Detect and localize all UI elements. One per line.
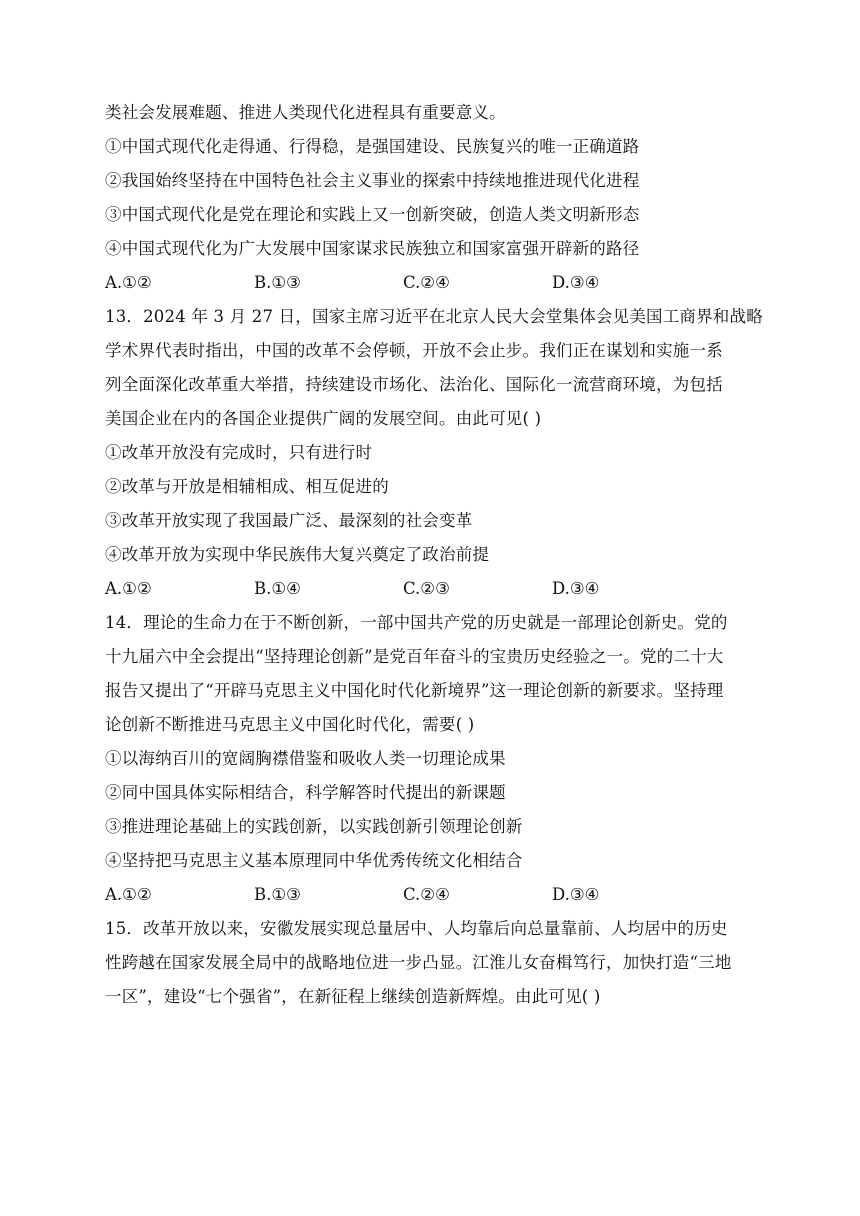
answer-options — [105, 572, 765, 606]
statement-2: ②改革与开放是相辅相成、相互促进的 — [105, 477, 389, 496]
question-text-line: 论创新不断推进马克思主义中国化时代化，需要( ) — [105, 715, 475, 734]
question-14 — [105, 606, 765, 912]
question-text-line: 报告又提出了“开辟马克思主义中国化时代化新境界”这一理论创新的新要求。坚持理 — [105, 681, 724, 700]
statement-1: ①中国式现代化走得通、行得稳，是强国建设、民族复兴的唯一正确道路 — [105, 137, 640, 156]
question-text-line: 性跨越在国家发展全局中的战略地位进一步凸显。江淮儿女奋楫笃行，加快打造“三地 — [105, 953, 732, 972]
question-15 — [105, 912, 765, 1014]
option-c: C.②④ — [403, 885, 450, 904]
option-b: B.①④ — [254, 579, 301, 598]
question-text-line: 13．2024 年 3 月 27 日，国家主席习近平在北京人民大会堂集体会见美国工商界和战略 — [105, 307, 763, 326]
question-text-line: 一区”，建设“七个强省”，在新征程上继续创造新辉煌。由此可见( ) — [105, 987, 601, 1006]
option-b: B.①③ — [254, 273, 301, 292]
statement-4: ④坚持把马克思主义基本原理同中华优秀传统文化相结合 — [105, 851, 523, 870]
statement-4: ④改革开放为实现中华民族伟大复兴奠定了政治前提 — [105, 545, 490, 564]
option-d: D.③④ — [552, 885, 600, 904]
question-text-line: 类社会发展难题、推进人类现代化进程具有重要意义。 — [105, 103, 506, 122]
question-text-line: 美国企业在内的各国企业提供广阔的发展空间。由此可见( ) — [105, 409, 542, 428]
option-b: B.①③ — [254, 885, 301, 904]
answer-options — [105, 878, 765, 912]
question-text-line: 学术界代表时指出，中国的改革不会停顿，开放不会止步。我们正在谋划和实施一系 — [105, 341, 723, 360]
answer-options — [105, 266, 765, 300]
option-a: A.①② — [105, 579, 152, 598]
option-a: A.①② — [105, 273, 152, 292]
question-text-line: 15．改革开放以来，安徽发展实现总量居中、人均靠后向总量靠前、人均居中的历史 — [105, 919, 728, 938]
statement-2: ②同中国具体实际相结合，科学解答时代提出的新课题 — [105, 783, 506, 802]
question-text-line: 列全面深化改革重大举措，持续建设市场化、法治化、国际化一流营商环境，为包括 — [105, 375, 723, 394]
statement-1: ①改革开放没有完成时，只有进行时 — [105, 443, 373, 462]
exam-page — [105, 96, 765, 1014]
option-c: C.②④ — [403, 273, 450, 292]
statement-3: ③中国式现代化是党在理论和实践上又一创新突破，创造人类文明新形态 — [105, 205, 640, 224]
question-13 — [105, 300, 765, 606]
question-text-line: 十九届六中全会提出“坚持理论创新”是党百年奋斗的宝贵历史经验之一。党的二十大 — [105, 647, 724, 666]
statement-4: ④中国式现代化为广大发展中国家谋求民族独立和国家富强开辟新的路径 — [105, 239, 640, 258]
statement-1: ①以海纳百川的宽阔胸襟借鉴和吸收人类一切理论成果 — [105, 749, 506, 768]
statement-3: ③推进理论基础上的实践创新，以实践创新引领理论创新 — [105, 817, 523, 836]
option-a: A.①② — [105, 885, 152, 904]
option-d: D.③④ — [552, 579, 600, 598]
statement-3: ③改革开放实现了我国最广泛、最深刻的社会变革 — [105, 511, 473, 530]
option-d: D.③④ — [552, 273, 600, 292]
option-c: C.②③ — [403, 579, 450, 598]
statement-2: ②我国始终坚持在中国特色社会主义事业的探索中持续地推进现代化进程 — [105, 171, 640, 190]
question-12-continuation — [105, 96, 765, 300]
question-text-line: 14．理论的生命力在于不断创新，一部中国共产党的历史就是一部理论创新史。党的 — [105, 613, 728, 632]
